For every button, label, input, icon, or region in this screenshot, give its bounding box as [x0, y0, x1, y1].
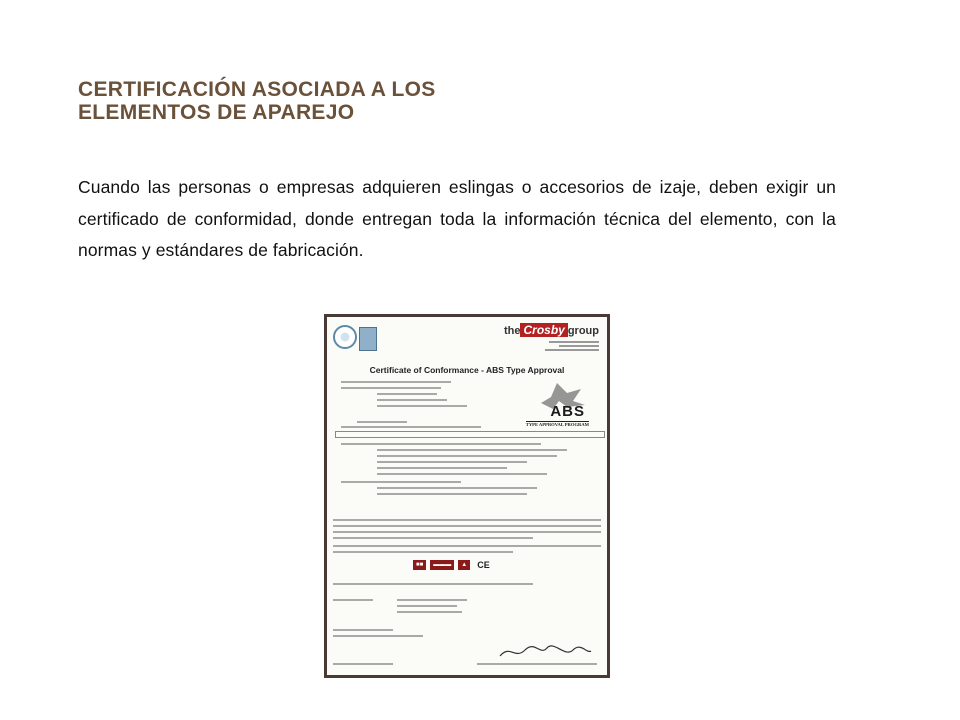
text-line: [333, 551, 513, 553]
product-logo-icon: ▲: [458, 560, 470, 570]
slide-title: [78, 78, 838, 124]
text-line: [377, 455, 557, 457]
text-line: [377, 399, 447, 401]
crosby-logo: [504, 323, 599, 337]
logo-suffix: group: [567, 325, 599, 337]
text-line: [333, 525, 601, 527]
certification-seal-icon: [333, 325, 357, 349]
text-line: [341, 387, 441, 389]
text-line: [377, 493, 527, 495]
text-line: [333, 629, 393, 631]
text-line: [341, 381, 451, 383]
product-logos: [413, 560, 493, 570]
text-line: [477, 663, 597, 665]
abs-label: ABS: [550, 403, 585, 420]
text-line: [333, 519, 601, 521]
text-line: [377, 449, 567, 451]
certification-badge-icon: [359, 327, 377, 351]
text-line: [333, 537, 533, 539]
slide-title-line-2: ELEMENTOS DE APAREJO: [78, 101, 355, 124]
product-logo-icon: ▬▬▬: [430, 560, 454, 570]
text-line: [397, 599, 467, 601]
text-line: [377, 467, 507, 469]
text-line: [333, 531, 601, 533]
text-line: [377, 473, 547, 475]
text-line: [341, 443, 541, 445]
slide-title-line-1: CERTIFICACIÓN ASOCIADA A LOS: [78, 78, 436, 101]
text-line: [397, 605, 457, 607]
logo-brand: Crosby: [520, 323, 567, 337]
text-line: [377, 487, 537, 489]
logo-prefix: the: [503, 325, 521, 337]
text-line: [333, 635, 423, 637]
ce-mark: CE: [477, 560, 490, 570]
address-block: [539, 339, 599, 353]
certificate-document: [327, 317, 607, 675]
text-line: [333, 663, 393, 665]
signature-icon: [495, 642, 595, 662]
text-line: [333, 583, 533, 585]
text-line: [333, 545, 601, 547]
slide-body-paragraph: Cuando las personas o empresas adquieren eslingas o accesorios de izaje, deben exigir un certificado de conformidad, donde entregan toda la información técnica del elemento, con la normas y estándares de fabricación.: [78, 177, 836, 260]
text-line: [357, 421, 407, 423]
certificate-image: [324, 314, 610, 678]
text-line: [333, 599, 373, 601]
text-line: [341, 426, 481, 428]
load-limit-row: [335, 431, 605, 438]
product-logo-icon: ■■: [413, 560, 426, 570]
text-line: [377, 393, 437, 395]
text-line: [377, 405, 467, 407]
text-line: [397, 611, 462, 613]
abs-program-label: TYPE APPROVAL PROGRAM: [525, 422, 589, 427]
text-line: [377, 461, 527, 463]
certificate-title: Certificate of Conformance - ABS Type Approval: [369, 365, 565, 375]
text-line: [341, 481, 461, 483]
